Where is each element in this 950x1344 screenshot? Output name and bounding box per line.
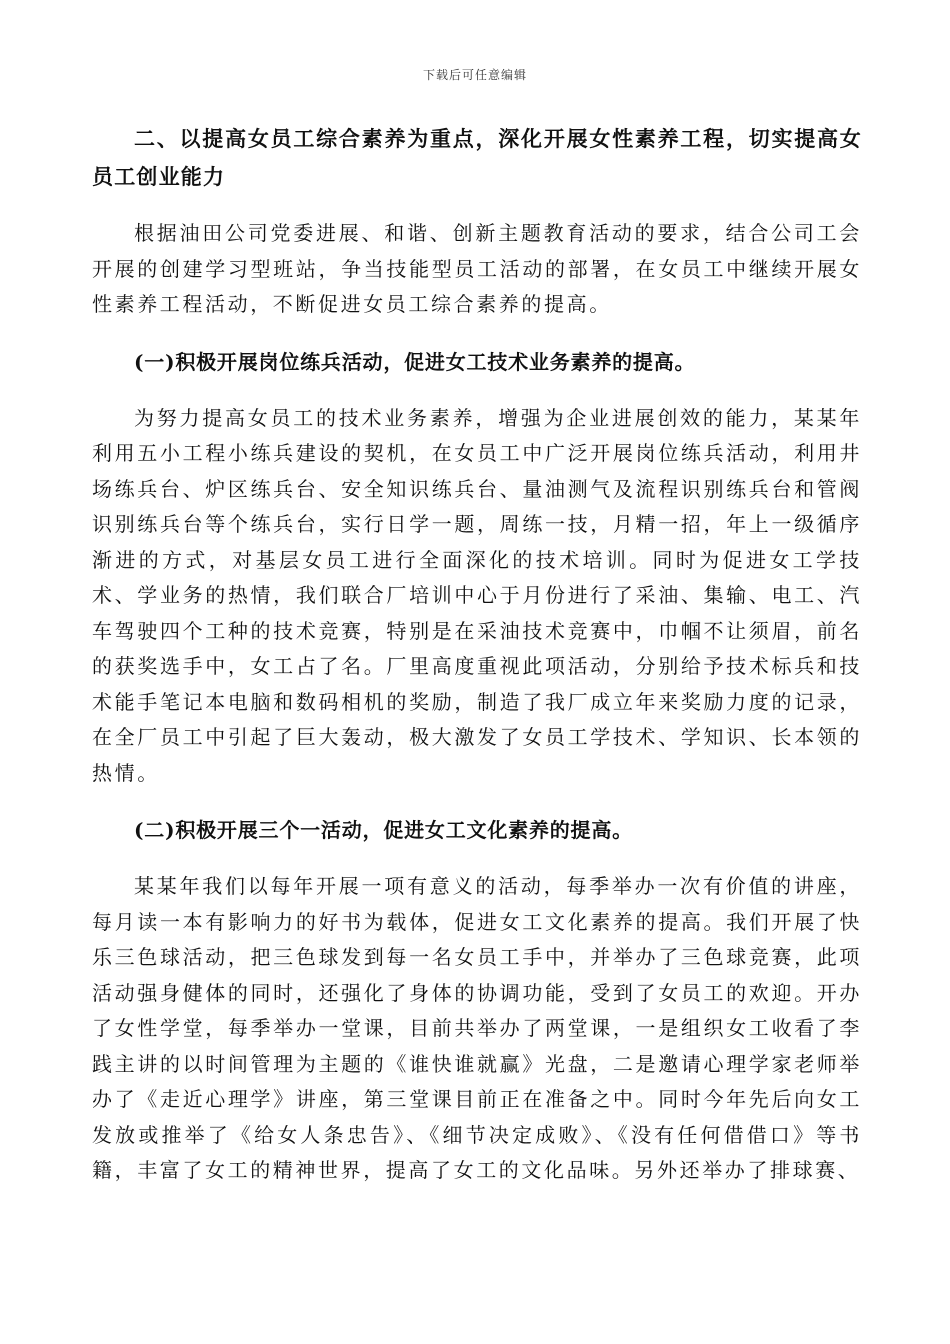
page-header-note: 下载后可任意编辑 [422, 68, 527, 82]
subsection-1-heading: (一)积极开展岗位练兵活动，促进女工技术业务素养的提高。 [134, 349, 696, 374]
subsection-1-paragraph: 为努力提高女员工的技术业务素养，增强为企业进展创效的能力，某某年利用五小工程小练兵建设的契机，在女员工中广泛开展岗位练兵活动，利用井场练兵台、炉区练兵台、安全知识练兵台、量油测气及流程识别练兵台和管阀识别练兵台等个练兵台，实行日学一题，周练一技，月精一招，年上一级循序渐进的方式，对基层女员工进行全面深化的技术培训。同时为促进女工学技术、学业务的热情，我们联合厂培训中心于月份进行了采油、集输、电工、汽车驾驶四个工种的技术竞赛，特别是在采油技术竞赛中，巾帼不让须眉，前名的获奖选手中，女工占了名。厂里高度重视此项活动，分别给予技术标兵和技术能手笔记本电脑和数码相机的奖励，制造了我厂成立年来奖励力度的记录，在全厂员工中引起了巨大轰动，极大激发了女员工学技术、学知识、长本领的热情。 [92, 405, 862, 785]
intro-paragraph: 根据油田公司党委进展、和谐、创新主题教育活动的要求，结合公司工会开展的创建学习型班站，争当技能型员工活动的部署，在女员工中继续开展女性素养工程活动，不断促进女员工综合素养的提高。 [92, 221, 862, 316]
document-body [92, 120, 862, 1189]
section-heading: 二、以提高女员工综合素养为重点，深化开展女性素养工程，切实提高女员工创业能力 [92, 126, 862, 189]
subsection-2-heading: (二)积极开展三个一活动，促进女工文化素养的提高。 [134, 818, 633, 842]
subsection-2-paragraph: 某某年我们以每年开展一项有意义的活动，每季举办一次有价值的讲座，每月读一本有影响力的好书为载体，促进女工文化素养的提高。我们开展了快乐三色球活动，把三色球发到每一名女员工手中，并举办了三色球竞赛，此项活动强身健体的同时，还强化了身体的协调功能，受到了女员工的欢迎。开办了女性学堂，每季举办一堂课，目前共举办了两堂课，一是组织女工收看了李践主讲的以时间管理为主题的《谁快谁就赢》光盘，二是邀请心理学家老师举办了《走近心理学》讲座，第三堂课目前正在准备之中。同时今年先后向女工发放或推举了《给女人条忠告》、《细节决定成败》、《没有任何借借口》等书籍，丰富了女工的精神世界，提高了女工的文化品味。另外还举办了排球赛、 [92, 874, 862, 1182]
